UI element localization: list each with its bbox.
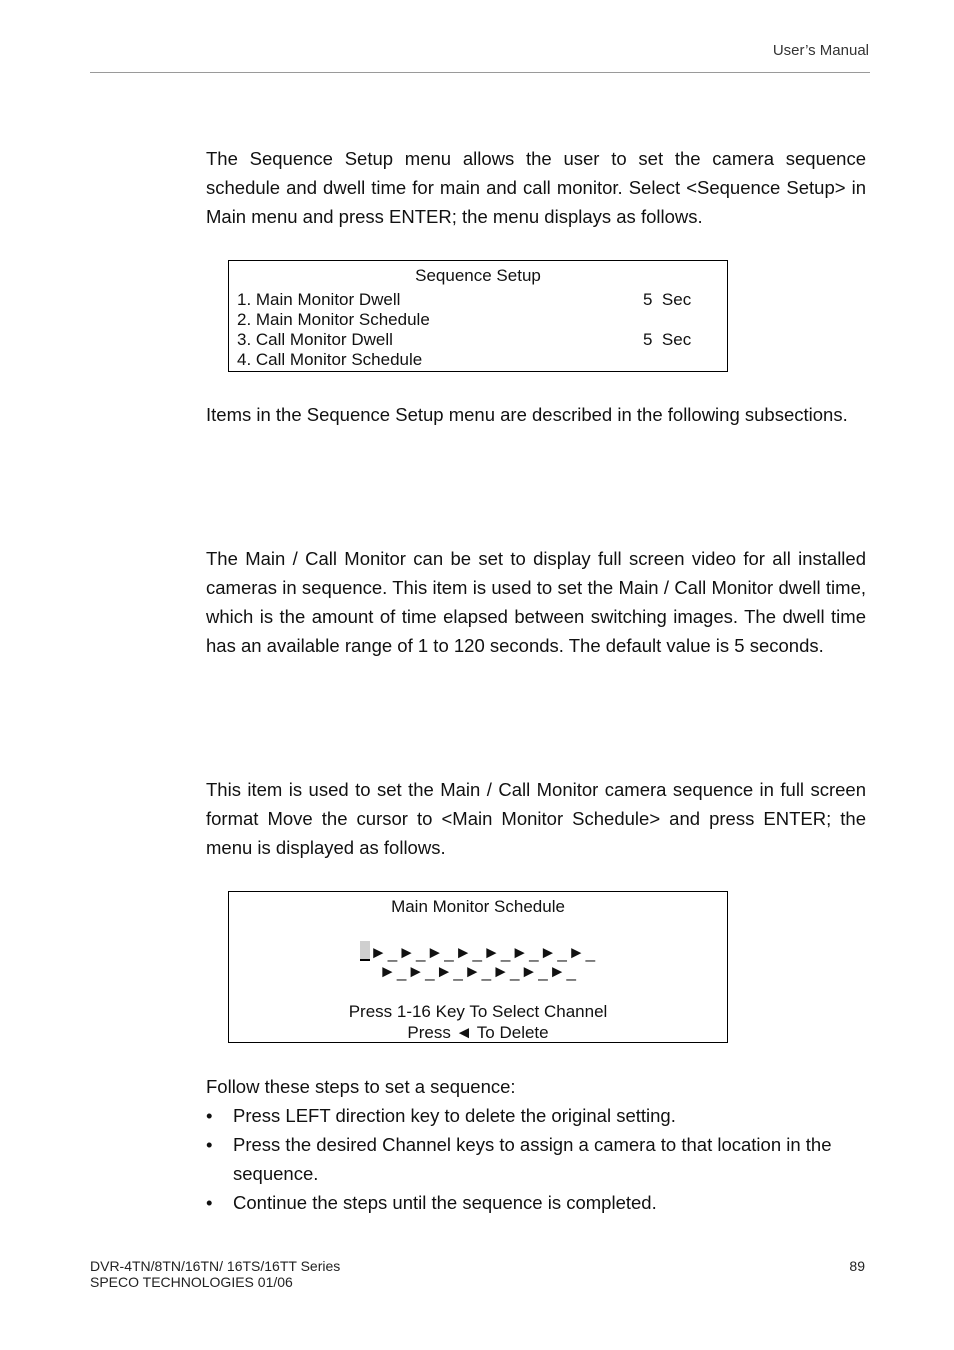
list-item [206, 1130, 866, 1188]
menu-item-value: 5 Sec [643, 330, 692, 349]
menu-item-label: 4. Call Monitor Schedule [237, 350, 423, 369]
schedule-hint-delete: Press ◄ To Delete [407, 1023, 549, 1042]
schedule-menu-title: Main Monitor Schedule [391, 897, 565, 916]
sequence-row-2: ►_►_►_►_►_►_►_ [379, 962, 577, 981]
footer-series: DVR-4TN/8TN/16TN/ 16TS/16TT Series [90, 1258, 341, 1274]
menu-item-label: 3. Call Monitor Dwell [237, 330, 393, 349]
sequence-setup-title: Sequence Setup [415, 266, 541, 285]
schedule-description: This item is used to set the Main / Call Monitor camera sequence in full screen format Move the cursor to <Main Monitor Schedule> and press ENTER; the menu is displayed as follows. [206, 779, 866, 858]
step-text: Press the desired Channel keys to assign a camera to that location in the sequence. [233, 1134, 832, 1184]
bullet-icon: • [206, 1105, 213, 1126]
steps-list [206, 1101, 866, 1217]
list-item [206, 1188, 866, 1217]
items-description: Items in the Sequence Setup menu are described in the following subsections. [206, 404, 848, 425]
page-footer [90, 1258, 340, 1290]
bullet-icon: • [206, 1192, 213, 1213]
main-monitor-schedule-menu [228, 891, 728, 1043]
page-number: 89 [849, 1258, 865, 1274]
steps-intro: Follow these steps to set a sequence: [206, 1076, 516, 1097]
sequence-row-1 [229, 941, 727, 963]
sequence-row-1-slots: ►_►_►_►_►_►_►_►_ [369, 943, 597, 962]
dwell-description: The Main / Call Monitor can be set to display full screen video for all installed cameras in sequence. This item is used to set the Main / Call Monitor dwell time, which is the amount of time elapsed between switching images. The dwell time has an available range of 1 to 120 seconds. The default value is 5 seconds. [206, 548, 866, 656]
intro-paragraph: The Sequence Setup menu allows the user to set the camera sequence schedule and dwell time for main and call monitor. Select <Sequence Setup> in Main menu and press ENTER; the menu displays as follows. [206, 148, 866, 227]
menu-item-value: 5 Sec [643, 290, 692, 309]
sequence-setup-menu [228, 260, 728, 372]
bullet-icon: • [206, 1134, 213, 1155]
footer-company: SPECO TECHNOLOGIES 01/06 [90, 1274, 293, 1290]
menu-item-label: 1. Main Monitor Dwell [237, 290, 401, 309]
cursor-block [360, 941, 370, 961]
steps-section [206, 1072, 866, 1217]
header-rule [90, 72, 870, 73]
step-text: Press LEFT direction key to delete the original setting. [233, 1105, 676, 1126]
header-title: User’s Manual [772, 42, 869, 59]
schedule-hint-select: Press 1-16 Key To Select Channel [348, 1002, 608, 1021]
menu-item-label: 2. Main Monitor Schedule [237, 310, 430, 329]
list-item [206, 1101, 866, 1130]
step-text: Continue the steps until the sequence is completed. [233, 1192, 657, 1213]
